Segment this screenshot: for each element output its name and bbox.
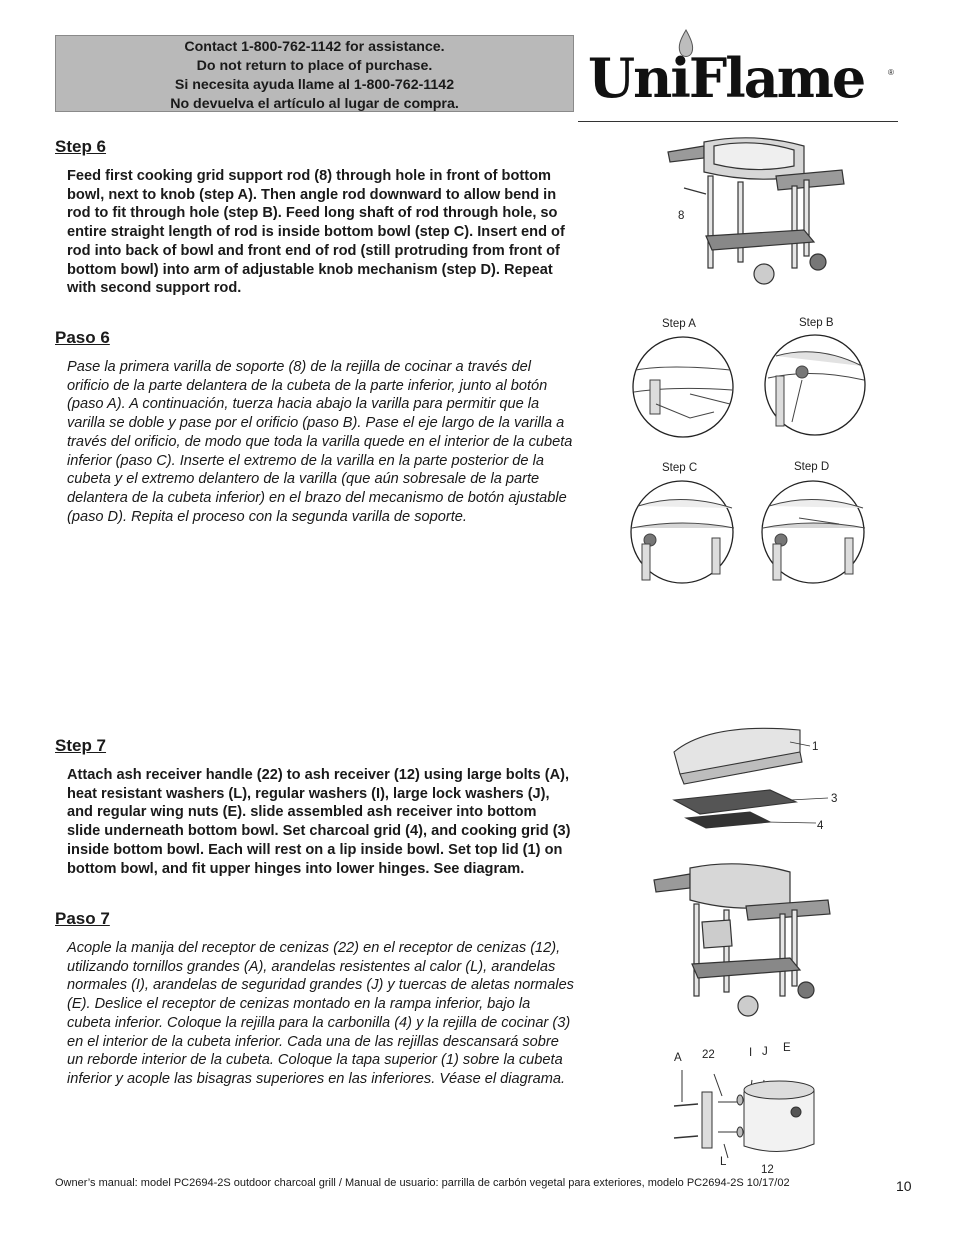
paso7-instructions: Acople la manija del receptor de cenizas (22) en el receptor de cenizas (12), utilizando tornillos grandes (A), arandelas resistentes al calor (L), arandelas normales (I), arandelas de seguridad grandes (J) y tuercas de aletas normales (E). Deslice el receptor de cenizas montado en la rampa inferior, bajo la cubeta inferior. Coloque la rejilla para la carbonilla (4) y la rejilla de cocinar (3) en el interior de la cubeta inferior. Cada una de las rejillas descansará sobre un reborde interior de la cubeta. Coloque la tapa superior (1) sobre la cubeta inferior y acople las bisagras superiores en las inferiores. Véase el diagrama. [67, 940, 574, 1087]
hardware-label-12: 12 [761, 1164, 774, 1176]
paso6-heading: Paso 6 [55, 328, 110, 347]
step-c-detail-circle [628, 478, 736, 586]
brand-logo [588, 30, 898, 112]
contact-notice-box [55, 35, 574, 112]
contact-line: Si necesita ayuda llame al 1-800-762-1142 [174, 77, 455, 93]
contact-line: Contact 1-800-762-1142 for assistance. [184, 39, 445, 55]
hardware-label-j: J [762, 1046, 768, 1058]
grill-with-ash-receiver-illustration [650, 860, 850, 1020]
hardware-label-22: 22 [702, 1049, 715, 1061]
step7-instructions: Attach ash receiver handle (22) to ash receiver (12) using large bolts (A), heat resistant washers (L), regular washers (I), large lock washers (J), and regular wing nuts (E). slide assembled ash receiver into bottom slide underneath bottom bowl. Set charcoal grid (4), and cooking grid (3) inside bottom bowl. Each will rest on a lip inside bowl. Set top lid (1) on bottom bowl, and fit upper hinges into lower hinges. See diagram. [67, 767, 571, 877]
step-a-label: Step A [662, 318, 696, 330]
step-d-label: Step D [794, 461, 830, 473]
paso7-heading: Paso 7 [55, 909, 110, 928]
hardware-label-a: A [674, 1052, 682, 1064]
lid-and-grids-illustration [670, 722, 830, 832]
part-label-4: 4 [817, 820, 824, 832]
part-label-1: 1 [812, 741, 819, 753]
step-b-detail-circle [762, 332, 868, 438]
step-a-detail-circle [630, 334, 736, 440]
page-number: 10 [896, 1178, 912, 1194]
step6-heading: Step 6 [55, 137, 107, 156]
part-label-8: 8 [678, 210, 685, 222]
hardware-label-l: L [720, 1156, 727, 1168]
contact-line: Do not return to place of purchase. [196, 58, 433, 74]
step7-heading: Step 7 [55, 736, 107, 755]
step-c-label: Step C [662, 462, 698, 474]
hardware-label-e: E [783, 1042, 791, 1054]
footer-manual-info: Owner’s manual: model PC2694-2S outdoor charcoal grill / Manual de usuario: parrilla de carbón vegetal para exteriores, modelo PC2694-2S 10/17/02 [55, 1177, 790, 1189]
ash-receiver-hardware-illustration [668, 1066, 818, 1176]
brand-name: UniFlame [588, 46, 865, 110]
header-divider [578, 121, 898, 122]
step-d-detail-circle [759, 478, 867, 586]
contact-line: No devuelva el artículo al lugar de compra. [170, 96, 459, 112]
registered-mark: ® [888, 68, 894, 77]
step6-instructions: Feed first cooking grid support rod (8) through hole in front of bottom bowl, next to knob (step A). Then angle rod downward to allow bend in rod to fit through hole (step B). Feed long shaft of rod through hole, so entire straight length of rod is inside bottom bowl (step C). Insert end of rod into back of bowl and front end of rod (still protruding from front of bottom bowl) into arm of adjustable knob mechanism (step D). Repeat with second support rod. [67, 168, 565, 297]
grill-assembly-illustration [664, 132, 864, 292]
paso6-instructions: Pase la primera varilla de soporte (8) de la rejilla de cocinar a través del orificio de la parte delantera de la cubeta de la parte inferior, junto al botón (paso A). A continuación, tuerza hacia abajo la varilla para permitir que la varilla se doble y pase por el orificio (paso B). Pase el eje largo de la varilla a través del orificio, de modo que toda la varilla quede en el interior de la cubeta inferior (paso C). Inserte el extremo de la varilla en la parte posterior de la cubeta y el extremo delantero de la varilla (que aún sobresale de la parte delantera de la cubeta inferior) en el brazo del mecanismo de botón ajustable (paso D). Repita el proceso con la segunda varilla de soporte. [67, 359, 573, 525]
step-b-label: Step B [799, 317, 834, 329]
hardware-label-i: I [749, 1047, 753, 1059]
part-label-3: 3 [831, 793, 838, 805]
